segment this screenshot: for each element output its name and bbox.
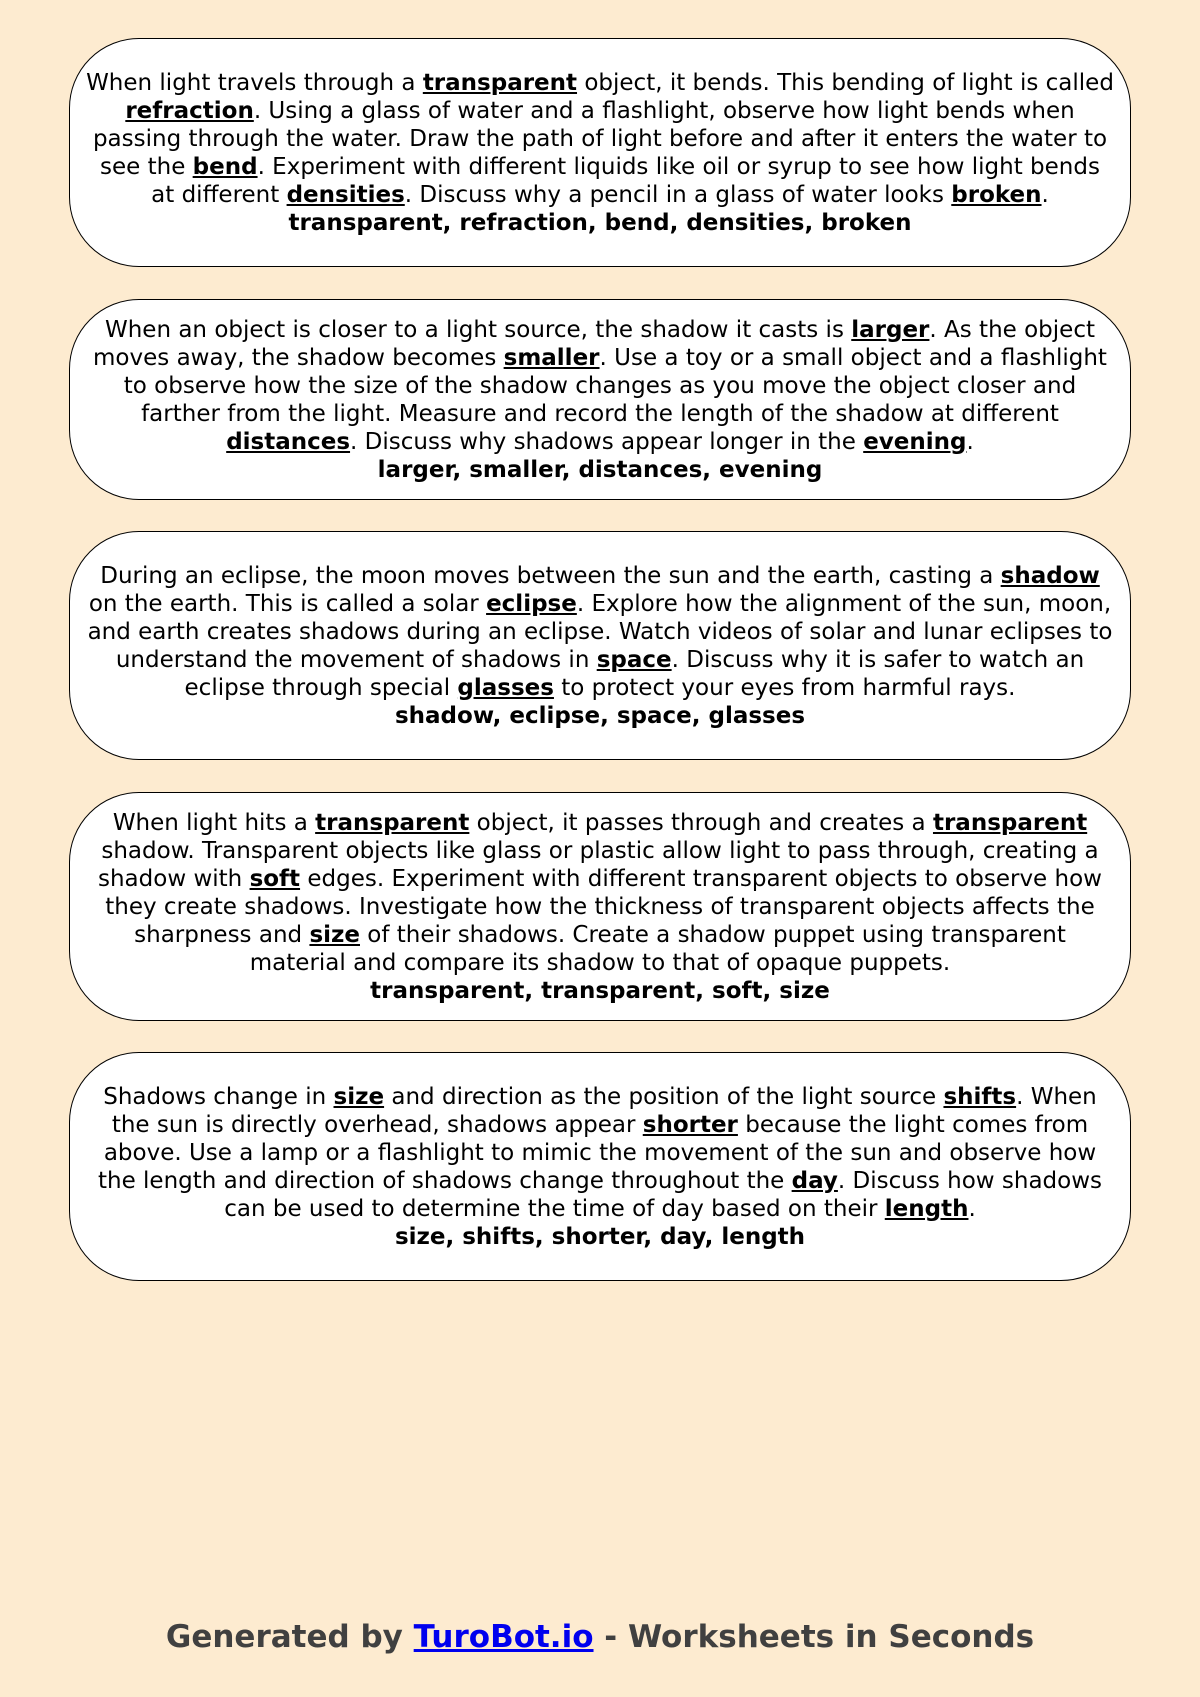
worksheet-box bbox=[69, 38, 1131, 267]
keyword: transparent bbox=[932, 809, 1088, 836]
keyword: broken bbox=[951, 181, 1042, 208]
paragraph-text: When light hits a bbox=[112, 809, 316, 836]
paragraph-text: . Discuss why it is safer to watch an eclipse through special bbox=[184, 646, 1085, 701]
answer-key: size, shifts, shorter, day, length bbox=[394, 1223, 806, 1250]
paragraph-text: . bbox=[1041, 181, 1049, 208]
paragraph-text: object, it passes through and creates a bbox=[469, 809, 933, 836]
paragraph-text: . bbox=[966, 428, 974, 455]
paragraph-text: to protect your eyes from harmful rays. bbox=[553, 674, 1016, 701]
paragraph-text: . Experiment with different liquids like oil or syrup to see how light bends at different bbox=[151, 153, 1100, 208]
footer-suffix: - Worksheets in Seconds bbox=[593, 1619, 1035, 1655]
paragraph-text: . bbox=[968, 1195, 976, 1222]
paragraph-text: When light travels through a bbox=[86, 69, 423, 96]
keyword: size bbox=[333, 1083, 385, 1110]
keyword: eclipse bbox=[486, 590, 577, 617]
box-paragraph bbox=[86, 809, 1114, 977]
paragraph-text: . Using a glass of water and a flashlight, observe how light bends when passing through the water. Draw the path of light before and after it enters the water to see the bbox=[92, 97, 1108, 180]
keyword: transparent bbox=[422, 69, 578, 96]
worksheet-box bbox=[69, 792, 1131, 1021]
box-paragraph bbox=[86, 69, 1114, 209]
paragraph-text: and direction as the position of the light source bbox=[384, 1083, 944, 1110]
paragraph-text: . As the object moves away, the shadow becomes bbox=[93, 316, 1095, 371]
keyword: densities bbox=[286, 181, 405, 208]
box-paragraph bbox=[86, 1083, 1114, 1223]
paragraph-text: . Discuss why a pencil in a glass of water looks bbox=[404, 181, 952, 208]
keyword: larger bbox=[851, 316, 930, 343]
keyword: transparent bbox=[315, 809, 470, 836]
keyword: day bbox=[791, 1167, 838, 1194]
keyword: glasses bbox=[457, 674, 554, 701]
keyword: bend bbox=[192, 153, 258, 180]
worksheet-box bbox=[69, 299, 1131, 500]
paragraph-text: shadow. Transparent objects like glass or plastic allow light to pass through, creating a shadow with bbox=[98, 837, 1099, 892]
keyword: soft bbox=[249, 865, 301, 892]
paragraph-text: object, it bends. This bending of light is called bbox=[577, 69, 1114, 96]
answer-key: transparent, transparent, soft, size bbox=[370, 977, 830, 1004]
answer-key: shadow, eclipse, space, glasses bbox=[394, 702, 806, 729]
keyword: shifts bbox=[943, 1083, 1017, 1110]
paragraph-text: . Discuss why shadows appear longer in the bbox=[350, 428, 864, 455]
footer-prefix: Generated by bbox=[165, 1619, 414, 1655]
worksheet-box bbox=[69, 531, 1131, 760]
paragraph-text: on the earth. This is called a solar bbox=[88, 590, 487, 617]
keyword: shadow bbox=[1000, 562, 1100, 589]
paragraph-text: . Explore how the alignment of the sun, moon, and earth creates shadows during an eclipse. Watch videos of solar and lunar eclipses to understand the movement of shadows in bbox=[87, 590, 1113, 673]
paragraph-text: edges. Experiment with different transparent objects to observe how they create shadows. Investigate how the thickness of transparent objects affects the sharpness and bbox=[105, 865, 1102, 948]
box-paragraph bbox=[86, 562, 1114, 702]
keyword: evening bbox=[863, 428, 967, 455]
keyword: size bbox=[309, 921, 360, 948]
paragraph-text: because the light comes from above. Use a lamp or a flashlight to mimic the movement of the sun and observe how the length and direction of shadows change throughout the bbox=[97, 1111, 1097, 1194]
paragraph-text: . When the sun is directly overhead, shadows appear bbox=[111, 1083, 1097, 1138]
answer-key: larger, smaller, distances, evening bbox=[377, 456, 823, 483]
paragraph-text: During an eclipse, the moon moves between the sun and the earth, casting a bbox=[100, 562, 1001, 589]
box-paragraph bbox=[86, 316, 1114, 456]
worksheet-box bbox=[69, 1052, 1131, 1281]
keyword: refraction bbox=[125, 97, 254, 124]
keyword: space bbox=[596, 646, 672, 673]
paragraph-text: . Use a toy or a small object and a flashlight to observe how the size of the shadow changes as you move the object closer and farther from the light. Measure and record the length of the shadow at different bbox=[123, 344, 1107, 427]
footer bbox=[0, 1617, 1200, 1657]
paragraph-text: Shadows change in bbox=[103, 1083, 334, 1110]
keyword: smaller bbox=[503, 344, 600, 371]
answer-key: transparent, refraction, bend, densities, broken bbox=[288, 209, 912, 236]
turobot-link[interactable]: TuroBot.io bbox=[413, 1619, 594, 1655]
paragraph-text: of their shadows. Create a shadow puppet using transparent material and compare its shadow to that of opaque puppets. bbox=[249, 921, 1066, 976]
paragraph-text: . Discuss how shadows can be used to determine the time of day based on their bbox=[224, 1167, 1103, 1222]
keyword: shorter bbox=[642, 1111, 738, 1138]
keyword: length bbox=[884, 1195, 969, 1222]
paragraph-text: When an object is closer to a light source, the shadow it casts is bbox=[104, 316, 852, 343]
keyword: distances bbox=[226, 428, 351, 455]
